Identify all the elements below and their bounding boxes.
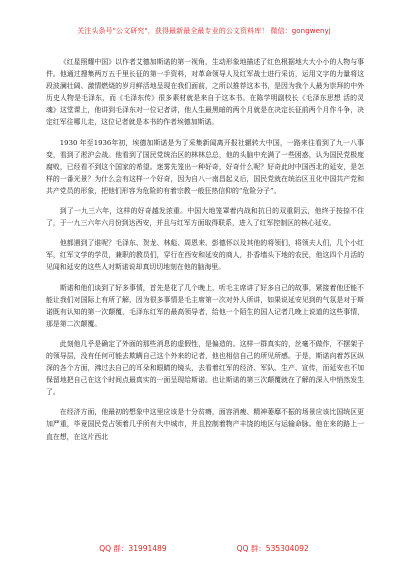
wechat-label: 微信：: [270, 27, 292, 35]
paragraph: 《红星照耀中国》以作者艾德加斯诺的第一视角，生动形象地描述了红色根据地大大小小的人物与事件。他通过搜集两万五千里长征的第一手资料，对革命领导人及红军战士进行采访，运用文字的力量将这段波澜壮阔、激情燃烧的岁月鲜活地呈现在我们面前，之所以推荐这本书，是因为我个人最为崇拜的中外历史人物是毛泽东，而《毛泽东传》很多素材就是来自于这本书。在陈学明副校长《毛泽东思想 活的灵魂》这堂课上，他讲到毛泽东对一位记者讲，他人生最黑暗的两个月就是在决定长征前两个月作斗争，决定红军往哪儿走，这位记者就是本书的作者埃德加斯诺。: [46, 58, 364, 127]
paragraph: 他都遇到了谁呢？毛泽东、贺龙、林彪、周恩来、彭德怀以及其他的将领们，将领夫人们，几个小红军，红军文学的学员，兼职的教员们，穿行在西安和延安的商人，扑香墙头下地的农民，他这四个月活的见闻和延安的这些人对斯诺说却真切切地刻在他的脑海里。: [46, 239, 364, 272]
paragraph: 1930 年至1936年初，埃德加斯诺是为了采集新闻离开报社辗转大中国，一路来往看到了九一八事变，看到了淞沪会战。他看到了国民党统治区的林林总总，他的头脑中充满了一些困惑，认为国民党极度腐败，已经看不到这个国家的希望。迷雾先笼出一种好奇，好奇什么呢？好奇此时中国西北的延安，是怎样的一番光景？为什么会有这样一个好奇，因为自八一南昌起义后，国民党就在统治区丑化中国共产党和共产党员的形象，把他们形容为危险的有着宗教一般狂热信仰的“危险分子”。: [46, 138, 364, 195]
paragraph: 到了一九三六年，这样的好奇越发浓重。中国大地笼罩着内战和抗日的双重阴云，他终于按捺不住了，于一九三六年六月份到达西安，并且与红军方面取得联系，进入了红军控制区的核心延安。: [46, 207, 364, 228]
paragraph: 此刻他几乎是确定了外面的那些消息的虚假性，是偏造的。这样一群真实的，丝毫不做作，不摆架子的领导层，没有任何可能去欺瞒自己这个外来的记者，他也相信自己的所见所感。于是，斯诺向着苏区纵深的各个方面，沸过去自己的耳朵和眼睛的镜头，去看着红军的经济、军队、生产、宣传，而延安也不加保留地把自己在这个时间点最真实的一面呈现给斯诺。也让斯诺的第三次颠覆就在了解的深入中悄然发生了。: [46, 339, 364, 397]
article-body: [46, 56, 364, 451]
qq-group-2: QQ 群：535304092: [236, 544, 309, 553]
paragraph: 斯诺和他们谈到了好多事情，首先是花了几个晚上，听毛主席讲了好多自己的故事，紧接着他还能不能让我们对国际上有所了解，因为很多事情是毛主席第一次对外人所讲，如果说延安见到的气氛是对于斯诺既有认知的第一次颠覆，毛泽东红军的最高领导者，给他一个陌生的国人记者几晚上说道的这些事情，那是第二次颠覆。: [46, 283, 364, 328]
qq-group-1: QQ 群：31991489: [99, 544, 167, 553]
header-text: 关注头条号"公文研究"，获得最新最全最专业的公文资料库！: [77, 27, 269, 35]
paragraph: 在经济方面，他最初的想象中这里应该是十分贫瘠，面容消瘦、精神萎靡不振的场景应该比国统区更加严重，毕竟国民党占领着几乎所有大中城市，并且控制着物产丰饶的地区与运输命脉。他在来的路上一直在想，在这片西北: [46, 408, 364, 441]
wechat-id: gongwenyj: [291, 27, 331, 35]
page-header-banner: [0, 26, 408, 36]
page-footer: [0, 543, 408, 554]
